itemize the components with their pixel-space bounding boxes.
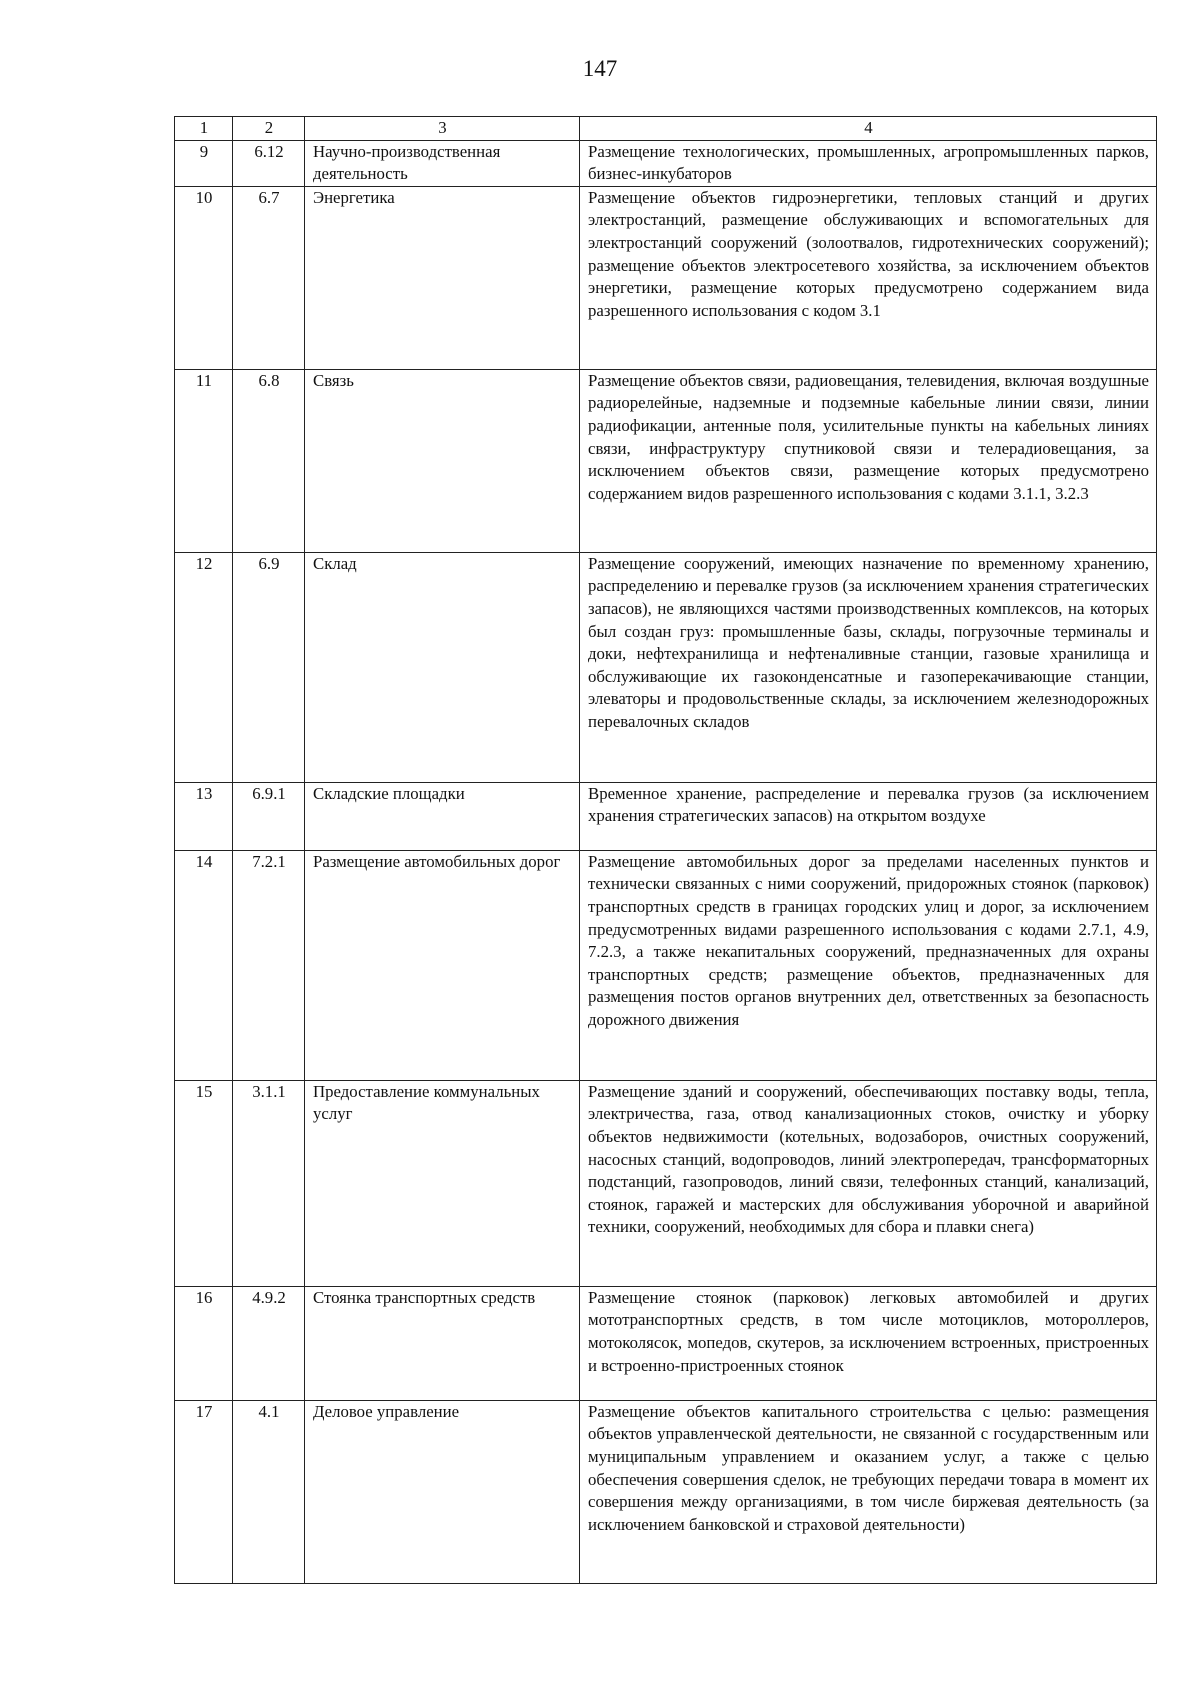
row-number: 14 (175, 850, 233, 1080)
row-description: Размещение зданий и сооружений, обеспечивающих поставку воды, тепла, электричества, газа, отвод канализационных стоков, очистку и уборку объектов недвижимости (котельных, водозаборов, очистных сооружений, насосных станций, водопроводов, линий электропередач, трансформаторных подстанций, газопроводов, линий связи, телефонных станций, канализаций, стоянок, гаражей и мастерских для обслуживания уборочной и аварийной техники, сооружений, необходимых для сбора и плавки снега) (580, 1080, 1157, 1286)
table-row (175, 1286, 1157, 1400)
row-name: Склад (305, 552, 580, 782)
row-number: 17 (175, 1400, 233, 1583)
row-number: 16 (175, 1286, 233, 1400)
row-code: 6.7 (233, 186, 305, 369)
row-description: Размещение сооружений, имеющих назначение по временному хранению, распределению и перевалке грузов (за исключением хранения стратегических запасов), не являющихся частями производственных комплексов, на которых был создан груз: промышленные базы, склады, погрузочные терминалы и доки, нефтехранилища и нефтеналивные станции, газовые хранилища и обслуживающие их газоконденсатные и газоперекачивающие станции, элеваторы и продовольственные склады, за исключением железнодорожных перевалочных складов (580, 552, 1157, 782)
row-code: 6.9 (233, 552, 305, 782)
row-description: Размещение стоянок (парковок) легковых автомобилей и других мототранспортных средств, в том числе мотоциклов, мотороллеров, мотоколясок, мопедов, скутеров, за исключением встроенных, пристроенных и встроенно-пристроенных стоянок (580, 1286, 1157, 1400)
row-name: Стоянка транспортных средств (305, 1286, 580, 1400)
row-code: 6.8 (233, 369, 305, 552)
table-row (175, 782, 1157, 850)
table-row (175, 1400, 1157, 1583)
row-name: Научно-производственная деятельность (305, 140, 580, 186)
table-row (175, 140, 1157, 186)
row-description: Размещение объектов гидроэнергетики, тепловых станций и других электростанций, размещение обслуживающих и вспомогательных для электростанций сооружений (золоотвалов, гидротехнических сооружений); размещение объектов электросетевого хозяйства, за исключением объектов энергетики, размещение которых предусмотрено содержанием вида разрешенного использования с кодом 3.1 (580, 186, 1157, 369)
row-description: Размещение объектов связи, радиовещания, телевидения, включая воздушные радиорелейные, надземные и подземные кабельные линии связи, линии радиофикации, антенные поля, усилительные пункты на кабельных линиях связи, инфраструктуру спутниковой связи и телерадиовещания, за исключением объектов связи, размещение которых предусмотрено содержанием видов разрешенного использования с кодами 3.1.1, 3.2.3 (580, 369, 1157, 552)
row-number: 15 (175, 1080, 233, 1286)
table-header-row (175, 117, 1157, 141)
row-description: Размещение технологических, промышленных, агропромышленных парков, бизнес-инкубаторов (580, 140, 1157, 186)
row-description: Размещение объектов капитального строительства с целью: размещения объектов управленческой деятельности, не связанной с государственным или муниципальным управлением и оказанием услуг, а также с целью обеспечения совершения сделок, не требующих передачи товара в момент их совершения между организациями, в том числе биржевая деятельность (за исключением банковской и страховой деятельности) (580, 1400, 1157, 1583)
row-number: 11 (175, 369, 233, 552)
row-description: Размещение автомобильных дорог за пределами населенных пунктов и технически связанных с ними сооружений, придорожных стоянок (парковок) транспортных средств в границах городских улиц и дорог, за исключением предусмотренных видами разрешенного использования с кодами 2.7.1, 4.9, 7.2.3, а также некапитальных сооружений, предназначенных для охраны транспортных средств; размещение объектов, предназначенных для размещения постов органов внутренних дел, ответственных за безопасность дорожного движения (580, 850, 1157, 1080)
row-code: 4.9.2 (233, 1286, 305, 1400)
row-name: Складские площадки (305, 782, 580, 850)
row-number: 12 (175, 552, 233, 782)
row-number: 9 (175, 140, 233, 186)
row-code: 3.1.1 (233, 1080, 305, 1286)
row-code: 7.2.1 (233, 850, 305, 1080)
row-description: Временное хранение, распределение и перевалка грузов (за исключением хранения стратегических запасов) на открытом воздухе (580, 782, 1157, 850)
row-number: 10 (175, 186, 233, 369)
row-code: 4.1 (233, 1400, 305, 1583)
row-name: Связь (305, 369, 580, 552)
table-row (175, 186, 1157, 369)
row-name: Энергетика (305, 186, 580, 369)
row-code: 6.9.1 (233, 782, 305, 850)
row-code: 6.12 (233, 140, 305, 186)
page-number: 147 (582, 56, 618, 81)
row-name: Предоставление коммунальных услуг (305, 1080, 580, 1286)
row-name: Размещение автомобильных дорог (305, 850, 580, 1080)
header-cell-1: 1 (175, 117, 233, 141)
row-number: 13 (175, 782, 233, 850)
table-row (175, 1080, 1157, 1286)
table-row (175, 369, 1157, 552)
header-cell-4: 4 (580, 117, 1157, 141)
table-row (175, 850, 1157, 1080)
table-row (175, 552, 1157, 782)
header-cell-2: 2 (233, 117, 305, 141)
header-cell-3: 3 (305, 117, 580, 141)
land-use-table (174, 116, 1157, 1584)
row-name: Деловое управление (305, 1400, 580, 1583)
